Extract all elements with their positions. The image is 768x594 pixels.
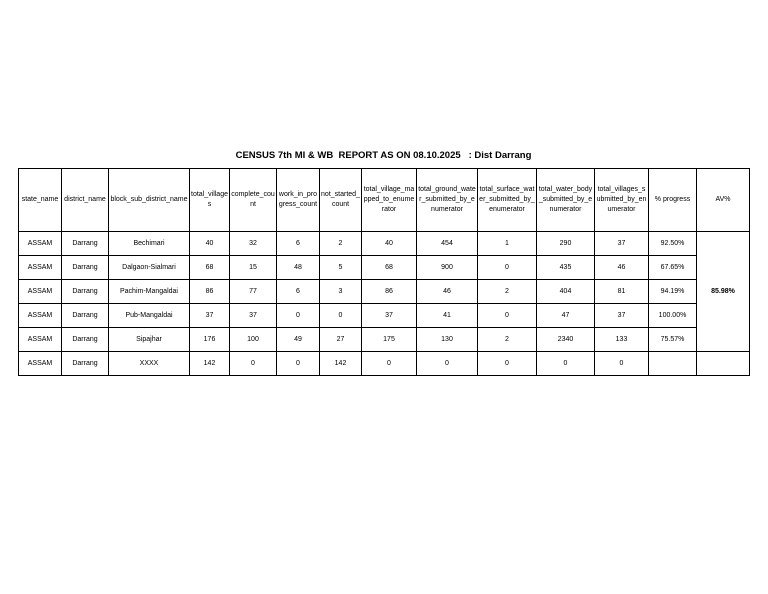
- table-cell: 130: [417, 328, 478, 352]
- table-cell: ASSAM: [19, 232, 62, 256]
- table-cell: 0: [362, 352, 417, 376]
- table-cell: ASSAM: [19, 352, 62, 376]
- table-row: [19, 232, 750, 256]
- table-cell: 1: [478, 232, 537, 256]
- table-cell: Darrang: [62, 304, 109, 328]
- table-cell: 900: [417, 256, 478, 280]
- table-cell: 94.19%: [649, 280, 697, 304]
- table-cell: 6: [277, 232, 320, 256]
- table-cell: 3: [320, 280, 362, 304]
- table-cell: 15: [230, 256, 277, 280]
- table-cell: 67.65%: [649, 256, 697, 280]
- table-cell: 142: [190, 352, 230, 376]
- header-cell: total_ground_water_submitted_by_enumerator: [417, 169, 478, 232]
- table-cell: Darrang: [62, 328, 109, 352]
- table-cell: Dalgaon-Sialmari: [109, 256, 190, 280]
- header-cell: complete_count: [230, 169, 277, 232]
- header-cell: district_name: [62, 169, 109, 232]
- table-cell: 37: [190, 304, 230, 328]
- table-cell: 37: [230, 304, 277, 328]
- table-row: [19, 280, 750, 304]
- table-cell: 404: [537, 280, 595, 304]
- table-cell: 454: [417, 232, 478, 256]
- table-cell: Sipajhar: [109, 328, 190, 352]
- table-cell: 46: [595, 256, 649, 280]
- table-cell: 0: [595, 352, 649, 376]
- header-row: [19, 169, 750, 232]
- table-cell: ASSAM: [19, 280, 62, 304]
- header-cell: block_sub_district_name: [109, 169, 190, 232]
- table-cell: 290: [537, 232, 595, 256]
- table-cell: 40: [190, 232, 230, 256]
- table-cell: 37: [362, 304, 417, 328]
- header-cell: AV%: [697, 169, 750, 232]
- table-cell: 0: [478, 352, 537, 376]
- header-cell: state_name: [19, 169, 62, 232]
- table-cell: 32: [230, 232, 277, 256]
- table-row: [19, 304, 750, 328]
- table-cell: 92.50%: [649, 232, 697, 256]
- table-cell: 49: [277, 328, 320, 352]
- table-cell: 27: [320, 328, 362, 352]
- table-cell: 48: [277, 256, 320, 280]
- table-cell: 0: [277, 352, 320, 376]
- table-cell: 133: [595, 328, 649, 352]
- header-cell: not_started_count: [320, 169, 362, 232]
- header-cell: total_villages: [190, 169, 230, 232]
- table-cell: 0: [537, 352, 595, 376]
- table-row: [19, 328, 750, 352]
- header-cell: total_village_mapped_to_enumerator: [362, 169, 417, 232]
- table-cell: 41: [417, 304, 478, 328]
- table-cell: 100: [230, 328, 277, 352]
- table-cell: 68: [190, 256, 230, 280]
- table-cell: [697, 352, 750, 376]
- table-cell: 2: [320, 232, 362, 256]
- table-cell: 77: [230, 280, 277, 304]
- table-cell: 175: [362, 328, 417, 352]
- average-progress-cell: 85.98%: [697, 232, 750, 352]
- table-cell: Pachim-Mangaldai: [109, 280, 190, 304]
- table-cell: 2: [478, 328, 537, 352]
- table-cell: 86: [362, 280, 417, 304]
- table-cell: 37: [595, 304, 649, 328]
- table-cell: 5: [320, 256, 362, 280]
- header-cell: total_water_body_submitted_by_enumerator: [537, 169, 595, 232]
- header-cell: % progress: [649, 169, 697, 232]
- table-cell: Bechimari: [109, 232, 190, 256]
- report-title: CENSUS 7th MI & WB REPORT AS ON 08.10.2025 : Dist Darrang: [235, 150, 532, 161]
- table-cell: 37: [595, 232, 649, 256]
- table-cell: Darrang: [62, 232, 109, 256]
- table-cell: ASSAM: [19, 328, 62, 352]
- table-cell: 0: [230, 352, 277, 376]
- table-cell: ASSAM: [19, 256, 62, 280]
- table-cell: [649, 352, 697, 376]
- table-row: [19, 256, 750, 280]
- table-cell: 100.00%: [649, 304, 697, 328]
- table-cell: 6: [277, 280, 320, 304]
- table-cell: XXXX: [109, 352, 190, 376]
- table-cell: ASSAM: [19, 304, 62, 328]
- table-cell: Darrang: [62, 256, 109, 280]
- header-cell: work_in_progress_count: [277, 169, 320, 232]
- table-cell: Darrang: [62, 352, 109, 376]
- table-cell: 40: [362, 232, 417, 256]
- table-cell: 142: [320, 352, 362, 376]
- table-cell: 68: [362, 256, 417, 280]
- table-cell: 46: [417, 280, 478, 304]
- table-cell: Pub-Mangaldai: [109, 304, 190, 328]
- table-cell: 0: [320, 304, 362, 328]
- table-cell: 0: [478, 256, 537, 280]
- table-cell: 435: [537, 256, 595, 280]
- header-cell: total_surface_water_submitted_by_enumerator: [478, 169, 537, 232]
- table-cell: Darrang: [62, 280, 109, 304]
- table-cell: 81: [595, 280, 649, 304]
- table-cell: 47: [537, 304, 595, 328]
- table-cell: 0: [478, 304, 537, 328]
- table-cell: 176: [190, 328, 230, 352]
- header-cell: total_villages_submitted_by_enumerator: [595, 169, 649, 232]
- report-table: [18, 168, 750, 376]
- table-cell: 86: [190, 280, 230, 304]
- table-row: [19, 352, 750, 376]
- table-cell: 2: [478, 280, 537, 304]
- table-cell: 75.57%: [649, 328, 697, 352]
- table-cell: 0: [277, 304, 320, 328]
- table-cell: 2340: [537, 328, 595, 352]
- table-cell: 0: [417, 352, 478, 376]
